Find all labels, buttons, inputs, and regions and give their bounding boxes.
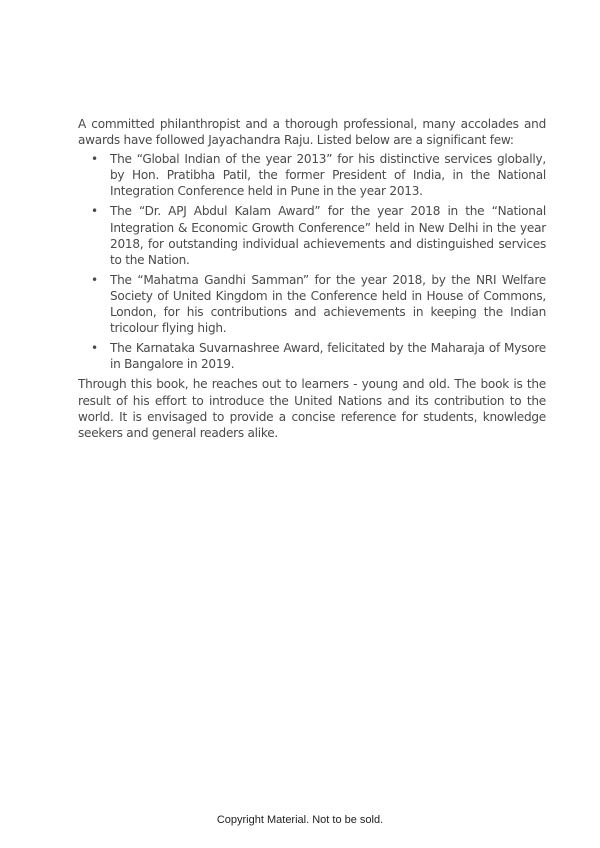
award-item <box>78 151 546 199</box>
award-item <box>78 272 546 336</box>
award-text: The “Dr. APJ Abdul Kalam Award” for the year 2018 in the “National Integration & Economic Growth Conference” held in New Delhi in the year 2018, for outstanding individual achievements and distinguished services to the Nation. <box>110 204 546 267</box>
award-text: The Karnataka Suvarnashree Award, felicitated by the Maharaja of Mysore in Bangalore in 2019. <box>110 341 546 372</box>
award-item <box>78 340 546 372</box>
awards-list <box>78 151 546 372</box>
award-text: The “Global Indian of the year 2013” for his distinctive services globally, by Hon. Pratibha Patil, the former President of India, in the National Integration Conference held in Pune in the year 2013. <box>110 152 546 199</box>
bullet-icon: • <box>91 272 98 287</box>
intro-paragraph: A committed philanthropist and a thorough professional, many accolades and awards have followed Jayachandra Raju. Listed below are a significant few: <box>78 117 546 148</box>
bullet-icon: • <box>91 204 98 219</box>
bullet-icon: • <box>91 152 98 167</box>
copyright-footer: Copyright Material. Not to be sold. <box>216 814 384 826</box>
award-item <box>78 203 546 267</box>
closing-paragraph: Through this book, he reaches out to learners - young and old. The book is the result of his effort to introduce the United Nations and its contribution to the world. It is envisaged to provide a concise reference for students, knowledge seekers and general readers alike. <box>78 377 546 440</box>
bullet-icon: • <box>91 341 98 356</box>
award-text: The “Mahatma Gandhi Samman” for the year 2018, by the NRI Welfare Society of United Kingdom in the Conference held in House of Commons, London, for his contributions and achievements in keeping the Indian tricolour flying high. <box>110 272 546 336</box>
page-body <box>78 116 546 441</box>
